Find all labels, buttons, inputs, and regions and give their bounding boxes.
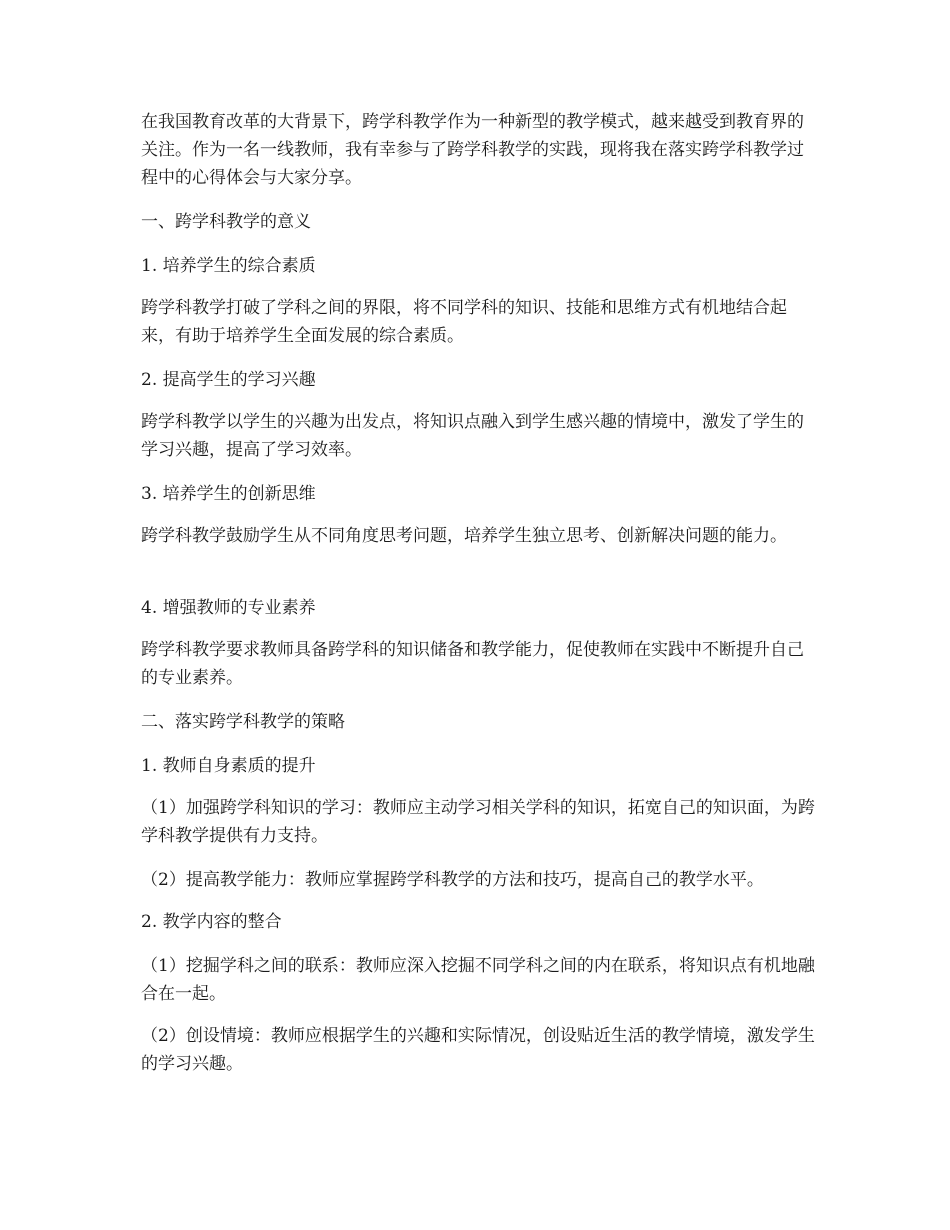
list-item-2-2-2: （2）创设情境：教师应根据学生的兴趣和实际情况，创设贴近生活的教学情境，激发学生的学习兴趣。 (141, 1026, 815, 1074)
list-item-2-1-1: （1）加强跨学科知识的学习：教师应主动学习相关学科的知识，拓宽自己的知识面，为跨学科教学提供有力支持。 (141, 798, 815, 846)
body-paragraph-1-2: 跨学科教学以学生的兴趣为出发点，将知识点融入到学生感兴趣的情境中，激发了学生的学习兴趣，提高了学习效率。 (141, 412, 804, 460)
subheading-1-2: 2. 提高学生的学习兴趣 (141, 370, 316, 390)
list-item-2-2-1: （1）挖掘学科之间的联系：教师应深入挖掘不同学科之间的内在联系，将知识点有机地融合在一起。 (141, 956, 815, 1004)
body-paragraph-1-3: 跨学科教学鼓励学生从不同角度思考问题，培养学生独立思考、创新解决问题的能力。 (141, 526, 787, 546)
section-heading-2: 二、落实跨学科教学的策略 (141, 712, 345, 732)
subheading-1-4: 4. 增强教师的专业素养 (141, 598, 316, 618)
body-paragraph-1-4: 跨学科教学要求教师具备跨学科的知识储备和教学能力，促使教师在实践中不断提升自己的专业素养。 (141, 640, 804, 688)
subheading-1-1: 1. 培养学生的综合素质 (141, 256, 316, 276)
subheading-1-3: 3. 培养学生的创新思维 (141, 484, 316, 504)
subheading-2-1: 1. 教师自身素质的提升 (141, 756, 316, 776)
section-heading-1: 一、跨学科教学的意义 (141, 212, 311, 232)
body-paragraph-1-1: 跨学科教学打破了学科之间的界限，将不同学科的知识、技能和思维方式有机地结合起来，有助于培养学生全面发展的综合素质。 (141, 298, 787, 346)
subheading-2-2: 2. 教学内容的整合 (141, 912, 282, 932)
intro-paragraph: 在我国教育改革的大背景下，跨学科教学作为一种新型的教学模式，越来越受到教育界的关注。作为一名一线教师，我有幸参与了跨学科教学的实践，现将我在落实跨学科教学过程中的心得体会与大家分享。 (141, 112, 804, 188)
list-item-2-1-2: （2）提高教学能力：教师应掌握跨学科教学的方法和技巧，提高自己的教学水平。 (141, 870, 764, 890)
